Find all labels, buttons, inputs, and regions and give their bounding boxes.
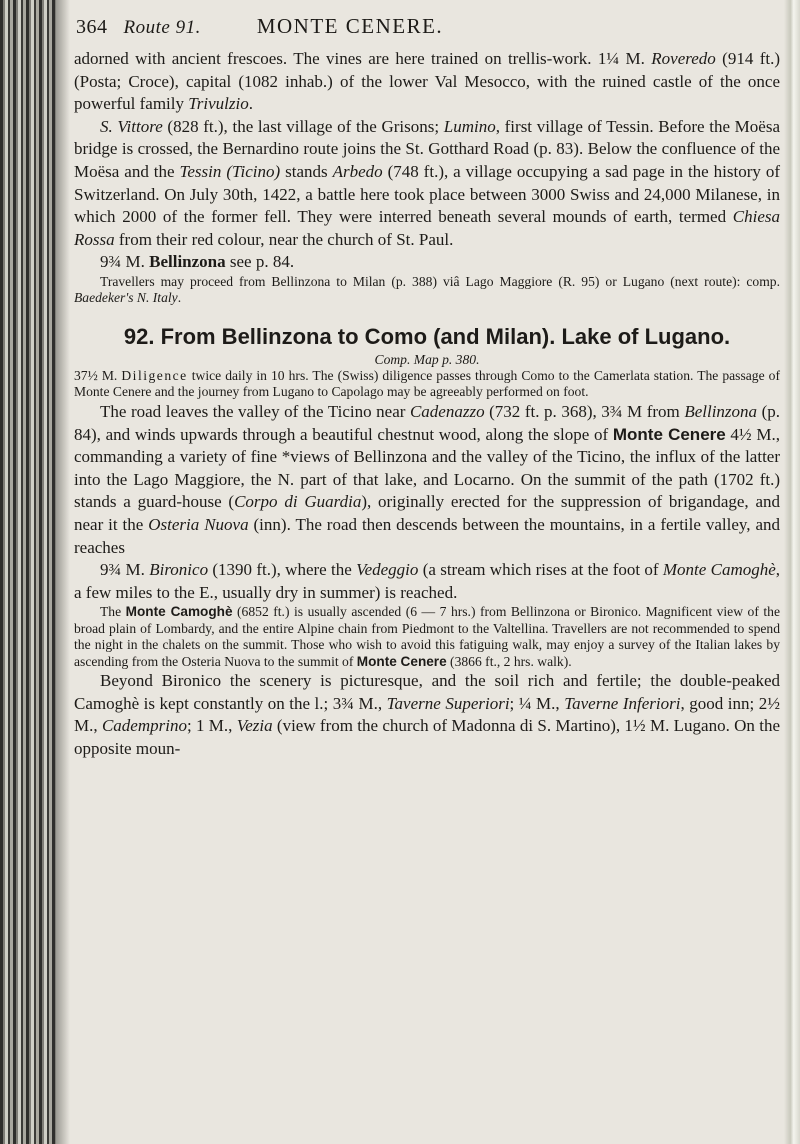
page-header: [74, 14, 780, 48]
route-label: Route 91.: [123, 17, 201, 38]
running-title: MONTE CENERE.: [256, 14, 444, 38]
diligence-note: 37½ M. Diligence twice daily in 10 hrs. The (Swiss) diligence passes through Como to the Camerlata station. The passage of Monte Cenere and the journey from Lugano to Capolago may be agreeably performed on foot.: [74, 367, 780, 400]
gutter-shadow: [56, 0, 70, 1144]
paragraph-monte-cenere: The road leaves the valley of the Ticino near Cadenazzo (732 ft. p. 368), 3¾ M from Bellinzona (p. 84), and winds upwards through a beautiful chestnut wood, along the slope of Monte Cenere 4½ M., commanding a variety of fine *views of Bellinzona and the valley of the Ticino, the influx of the latter into the Lago Maggiore, the N. part of that lake, and Locarno. On the summit of the path (1702 ft.) stands a guard-house (Corpo di Guardia), originally erected for the suppression of brigandage, and near it the Osteria Nuova (inn). The road then descends between the mountains, in a fertile valley, and reaches: [74, 401, 781, 557]
paragraph-roveredo: adorned with ancient frescoes. The vines are here trained on trellis-work. 1¼ M. Roveredo (914 ft.) (Posta; Croce), capital (1082 inhab.) of the lower Val Mesocco, with the ruined castle of the once powerful family Trivulzio.: [74, 49, 780, 114]
note-travellers: Travellers may proceed from Bellinzona to Milan (p. 388) viâ Lago Maggiore (R. 95) or Lugano (next route): comp. Baedeker's N. Italy.: [74, 273, 780, 306]
paragraph-bellinzona: 9¾ M. Bellinzona see p. 84.: [100, 252, 295, 272]
page-number: 364: [76, 16, 108, 38]
book-page: [74, 14, 780, 761]
book-spine-shadow: [0, 0, 56, 1144]
paragraph-san-vittore: S. Vittore (828 ft.), the last village of the Grisons; Lumino, first village of Tessin. Before the Moësa bridge is crossed, the Bernardino route joins the St. Gotthard Road (p. 83). Below the confluence of the Moësa and the Tessin (Ticino) stands Arbedo (748 ft.), a village occupying a sad page in the history of Switzerland. On July 30th, 1422, a battle here took place between 3000 Swiss and 24,000 Milanese, in which 2000 of the former fell. They were interred beneath several mounds of earth, termed Chiesa Rossa from their red colour, near the church of St. Paul.: [74, 116, 781, 249]
paragraph-bironico: 9¾ M. Bironico (1390 ft.), where the Vedeggio (a stream which rises at the foot of Monte Camoghè, a few miles to the E., usually dry in summer) is reached.: [74, 560, 781, 602]
page-edge: [784, 0, 800, 1144]
route-heading: 92. From Bellinzona to Como (and Milan). Lake of Lugano.: [123, 323, 731, 349]
paragraph-beyond-bironico: Beyond Bironico the scenery is picturesque, and the soil rich and fertile; the double-peaked Camoghè is kept constantly on the l.; 3¾ M., Taverne Superiori; ¼ M., Taverne Inferiori, good inn; 2½ M., Cademprino; 1 M., Vezia (view from the church of Madonna di S. Martino), 1½ M. Lugano. On the opposite moun-: [74, 671, 780, 759]
map-reference: Comp. Map p. 380.: [374, 351, 480, 367]
note-monte-camoghe: The Monte Camoghè (6852 ft.) is usually ascended (6 — 7 hrs.) from Bellinzona or Bironico. Magnificent view of the broad plain of Lombardy, and the entire Alpine chain from Piedmont to the Valtellina. Travellers are not recommended to spend the night in the chalets on the summit. Those who wish to avoid this fatiguing walk, may enjoy a survey of the Italian lakes by ascending from the Osteria Nuova to the summit of Monte Cenere (3866 ft., 2 hrs. walk).: [74, 604, 780, 669]
